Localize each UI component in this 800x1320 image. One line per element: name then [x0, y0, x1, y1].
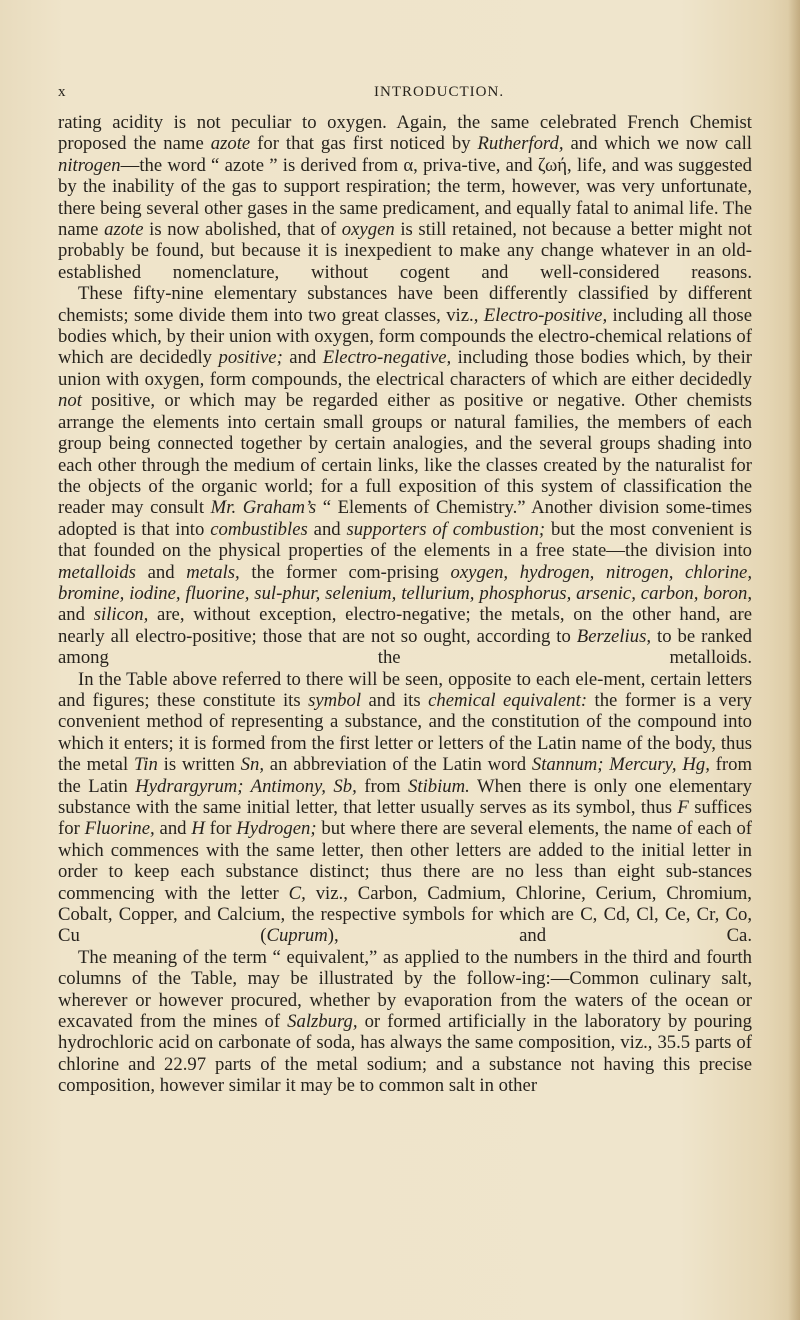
italic-run: Fluorine, — [84, 818, 155, 840]
text-run: —the word “ azote ” is derived from α, priva-tive, and ζωή, life, and was suggested by the inability of the gas to support respiration; the term, however, was very unfortunate, there being several other gases in the same predicament, and equally fatal to animal life. The name — [58, 154, 752, 241]
body-text — [58, 112, 752, 1097]
text-run: from — [356, 775, 409, 797]
italic-run: Electro-positive, — [483, 304, 608, 326]
italic-run: oxygen, hydrogen, nitrogen, chlorine, bromine, iodine, fluorine, sul-phur, selenium, tellurium, phosphorus, arsenic, carbon, boron, — [58, 561, 753, 604]
text-run: In the Table above referred to there will be seen, opposite to each ele-ment, certain letters and figures; these constitute its — [58, 668, 752, 711]
text-run: is now abolished, that of — [143, 219, 342, 241]
text-run: or formed artificially in the laboratory by pouring hydrochloric acid on carbonate of soda, has always the same composition, viz., 35.5 parts of chlorine and 22.97 parts of the metal sodium; and a substance not having this precise composition, however similar it may be to common salt in other — [58, 1011, 752, 1097]
text-run: from the Latin — [58, 754, 753, 797]
italic-run: metalloids — [58, 561, 136, 583]
italic-run: not — [58, 390, 82, 412]
italic-run: Mr. Graham’s — [210, 497, 317, 519]
text-run: and its — [361, 689, 429, 711]
italic-run: metals, — [186, 561, 240, 583]
running-title: INTRODUCTION. — [374, 84, 505, 100]
text-run: including all those bodies which, by their union with oxygen, form compounds the electro-chemical relations of which are decidedly — [58, 304, 752, 369]
italic-run: Stannum; Mercury, Hg, — [531, 754, 710, 776]
text-run: an abbreviation of the Latin word — [264, 754, 532, 776]
italic-run: nitrogen — [58, 154, 121, 176]
page-header — [58, 84, 750, 108]
italic-run: Sn, — [240, 754, 264, 776]
italic-run: supporters of combustion; — [346, 518, 546, 540]
text-run: and — [58, 604, 94, 626]
text-run: are, without exception, electro-negative; the metals, on the other hand, are nearly all electro-positive; those that are not so ought, according to — [58, 604, 752, 647]
italic-run: silicon, — [93, 604, 149, 626]
text-run: and — [307, 518, 347, 540]
italic-run: chemical equivalent: — [428, 689, 588, 711]
italic-run: Salzburg, — [287, 1011, 358, 1033]
text-run: the former is a very convenient method of representing a substance, and the constitution of the compound into which it enters; it is formed from the first letter or letters of the Latin name of the body, thus the metal — [58, 689, 753, 776]
italic-run: oxygen — [341, 219, 395, 241]
text-run: but the most convenient is that founded on the physical properties of the elements in a free state—the division into — [58, 518, 753, 562]
italic-run: azote — [210, 133, 251, 155]
italic-run: Hydrargyrum; Antimony, Sb, — [135, 775, 357, 797]
italic-run: F — [677, 797, 689, 818]
italic-run: Berzelius, — [576, 625, 652, 647]
text-run: These fifty-nine elementary substances have been differently classified by different chemists; some divide them into two great classes, viz., — [58, 283, 752, 326]
text-run: including those bodies which, by their union with oxygen, form compounds, the electrical characters of which are either decidedly — [58, 347, 752, 390]
italic-run: H — [191, 818, 205, 840]
italic-run: Tin — [133, 754, 158, 776]
paragraph-1 — [58, 112, 752, 283]
text-run: for — [204, 818, 237, 840]
text-run: is still retained, not because a better might not probably be found, but because it is inexpedient to make any change whatever in an old-established nomenclature, without cogent and well-considered reasons. — [58, 219, 752, 283]
text-run: is written — [157, 754, 241, 776]
page-number: x — [58, 84, 67, 100]
paragraph-2 — [58, 283, 752, 668]
paragraph-3 — [58, 669, 752, 947]
paragraph-4 — [58, 947, 752, 1097]
text-run: and which we now call — [563, 133, 752, 155]
text-run: viz., Carbon, Cadmium, Chlorine, Cerium, Chromium, Cobalt, Copper, and Calcium, the respective symbols for which are C, Cd, Cl, Ce, Cr, Co, Cu ( — [58, 882, 752, 947]
text-run: but where there are several elements, the name of each of which commences with the same letter, then other letters are added to the initial letter in order to keep each substance distinct; thus there are no less than eight sub-stances commencing with the letter — [58, 818, 753, 904]
italic-run: Hydrogen; — [236, 818, 317, 840]
text-run: to be ranked among the metalloids. — [58, 625, 752, 669]
text-run: “ Elements of Chemistry.” Another division some-times adopted is that into — [58, 497, 752, 540]
text-run: positive, or which may be regarded either as positive or negative. Other chemists arrange the elements into certain small groups or natural families, the members of each group being connected together by certain analogies, and the several groups shading into each other through the medium of certain links, like the classes created by the naturalist for the objects of the organic world; for a full exposition of this system of classification the reader may consult — [58, 390, 752, 519]
italic-run: symbol — [308, 689, 362, 711]
italic-run: Cuprum — [266, 925, 328, 947]
text-run: for that gas first noticed by — [250, 133, 478, 155]
text-run: rating acidity is not peculiar to oxygen. Again, the same celebrated French Chemist proposed the name — [58, 112, 752, 155]
italic-run: combustibles — [210, 518, 308, 540]
italic-run: positive; — [218, 347, 283, 369]
text-run: suffices for — [58, 797, 752, 840]
text-run: and — [135, 561, 187, 583]
page-edge-shadow — [788, 0, 800, 1320]
italic-run: C, — [288, 882, 306, 904]
italic-run: Rutherford, — [477, 133, 564, 155]
italic-run: azote — [104, 219, 144, 241]
text-run: When there is only one elementary substance with the same initial letter, that letter usually serves as its symbol, thus — [58, 775, 752, 818]
text-run: and — [154, 818, 192, 840]
italic-run: Electro-negative, — [322, 347, 452, 369]
text-run: The meaning of the term “ equivalent,” as applied to the numbers in the third and fourth columns of the Table, may be illustrated by the follow-ing:—Common culinary salt, wherever or however procured, whether by evaporation from the waters of the ocean or excavated from the mines of — [58, 946, 752, 1033]
text-run: the former com-prising — [239, 561, 451, 583]
italic-run: Stibium. — [408, 775, 470, 797]
text-run: ), and Ca. — [327, 925, 753, 947]
text-run: and — [282, 347, 323, 369]
